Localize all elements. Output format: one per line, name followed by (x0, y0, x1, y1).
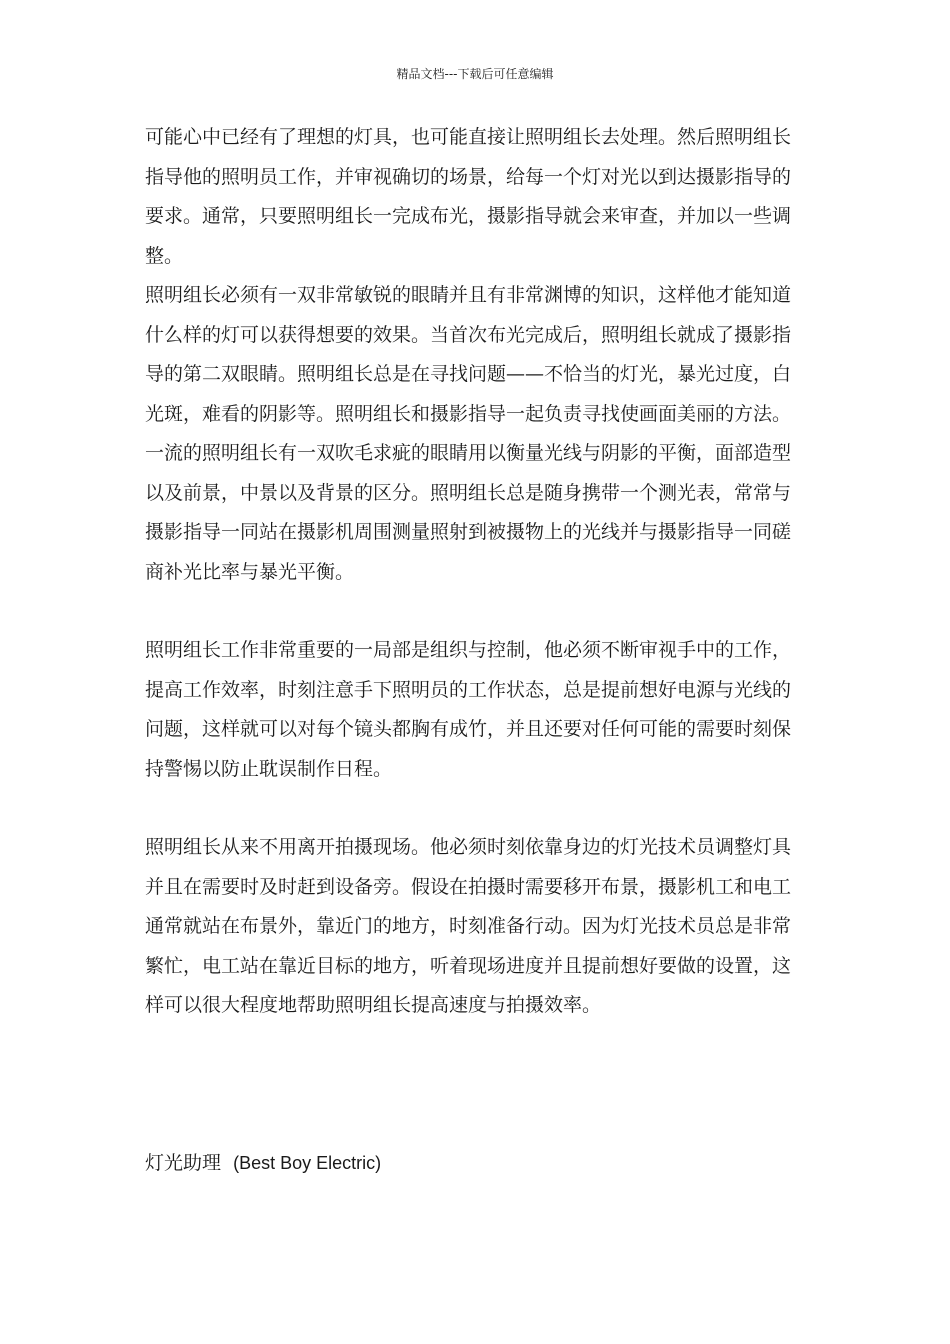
page-header: 精品文档---下载后可任意编辑 (396, 67, 554, 81)
paragraph-4: 照明组长工作非常重要的一局部是组织与控制，他必须不断审视手中的工作，提高工作效率，时刻注意手下照明员的工作状态，总是提前想好电源与光线的问题，这样就可以对每个镜头都胸有成竹，并且还要对任何可能的需要时刻保持警惕以防止耽误制作日程。 (145, 639, 792, 780)
paragraph-5: 照明组长从来不用离开拍摄现场。他必须时刻依靠身边的灯光技术员调整灯具并且在需要时及时赶到设备旁。假设在拍摄时需要移开布景，摄影机工和电工通常就站在布景外，靠近门的地方，时刻准备行动。因为灯光技术员总是非常繁忙，电工站在靠近目标的地方，听着现场进度并且提前想好要做的设置，这样可以很大程度地帮助照明组长提高速度与拍摄效率。 (145, 836, 792, 1016)
document-body (145, 118, 805, 1183)
section-heading (145, 1144, 805, 1184)
paragraph-spacer (145, 592, 805, 631)
paragraph-3: 一流的照明组长有一双吹毛求疵的眼睛用以衡量光线与阴影的平衡，面部造型以及前景，中景以及背景的区分。照明组长总是随身携带一个测光表，常常与摄影指导一同站在摄影机周围测量照射到被摄物上的光线并与摄影指导一同磋商补光比率与暴光平衡。 (145, 442, 792, 583)
paragraph-2: 照明组长必须有一双非常敏锐的眼睛并且有非常渊博的知识，这样他才能知道什么样的灯可以获得想要的效果。当首次布光完成后，照明组长就成了摄影指导的第二双眼睛。照明组长总是在寻找问题——不恰当的灯光，暴光过度，白光斑，难看的阴影等。照明组长和摄影指导一起负责寻找使画面美丽的方法。 (145, 284, 792, 425)
paragraph-1: 可能心中已经有了理想的灯具，也可能直接让照明组长去处理。然后照明组长指导他的照明员工作，并审视确切的场景，给每一个灯对光以到达摄影指导的要求。通常，只要照明组长一完成布光，摄影指导就会来审查，并加以一些调整。 (145, 126, 792, 267)
section-heading-en: (Best Boy Electric) (233, 1152, 382, 1173)
paragraph-spacer (145, 789, 805, 828)
section-heading-cn: 灯光助理 (145, 1151, 222, 1174)
section-spacer (145, 1026, 805, 1144)
